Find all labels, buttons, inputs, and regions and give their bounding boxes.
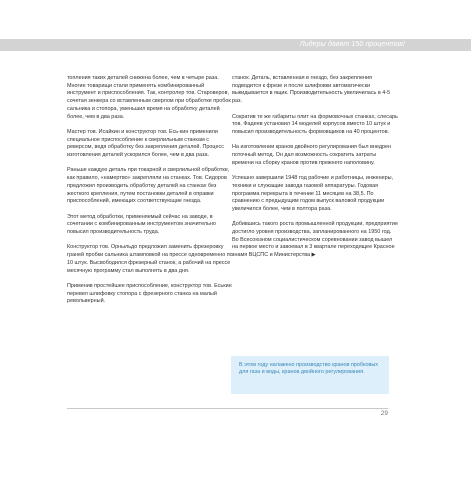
right-column [232, 75, 398, 268]
paragraph: На изготовлении кранов двойного регулирования был внедрен поточный метод. Он дал возможность сократить затраты времени на сборку кранов против прежнего наполовину. [232, 144, 392, 166]
left-column [67, 75, 233, 314]
paragraph: топления таких деталей снижена более, чем в четыре раза. Многие товарищи стали применять комбинированный инструмент и приспособления. Так, контролер тов. Староверов, сочетая зенкера со вставленным сверлом при обработке пробок сальника и стопора, уменьшил время на обработку деталей более, чем в два раза. [67, 75, 231, 120]
paragraph: Раньше каждую деталь при токарной и сверлильной обработке, как правило, «намертво» закрепляли на станках. Тов. Сидоров предложил производить обработку деталей на станках без жесткого крепления, путем постановки деталей в оправки приспособлений, имеющих соответствующие гнезда. [67, 167, 230, 205]
paragraph: Сократив те же габариты плит на формовочных станках, слесарь тов. Фадеев установил 14 моделей корпусов вместо 10 штук и повысил производительность формовщиков на 40 процентов. [232, 113, 398, 135]
paragraph: Добившись такого роста промышленной продукции, предприятие достигло уровня производства, запланированного на 1950 год. Во Всесоюзном социалистическом соревновании завод вышел на первое место и завоевал в 3 квартале переходящее Красное знамя ВЦСПС и Министерства ▶ [232, 221, 398, 259]
page-number: 29 [380, 410, 388, 417]
paragraph: Применив простейшее приспособление, конструктор тов. Еськин перевел шлифовку стопора с фрезерного станка на малый револьверный. [67, 282, 232, 305]
paragraph: станок. Деталь, вставленная в гнездо, без закрепления подводится к фрезе и после шлифовки автоматически выкидывается в ящик. Производительность увеличилась в 4-5 раз. [232, 75, 391, 105]
callout-box [231, 356, 389, 394]
callout-text: В этом году налажено производство кранов пробковых для газа и воды, кранов двойного регулирования. [239, 362, 379, 376]
paragraph: Мастер тов. Исайкин и конструктор тов. Есь-кин применили специальное приспособление к сверлильным станкам с реверсом, ведя обработку без закрепления деталей. Процесс изготовления деталей ускорился более, чем в два раза. [67, 128, 224, 159]
paragraph: Этот метод обработки, применяемый сейчас на заводе, в сочетании с комбинированным инструментом значительно повысил производительность труда. [67, 213, 216, 236]
paragraph: Конструктор тов. Орныльдо предложил заменить фрезеровку граней пробки сальника штамповкой на прессе одновременно по 10 штук. Высвободился фрезерный станок, а рабочий на прессе месячную программу стал выполнять в два дня. [67, 244, 233, 274]
running-header-title: Лидеры давят 150 процентов! [299, 41, 405, 48]
footer-divider [67, 408, 388, 409]
paragraph: Успешно завершили 1948 год рабочие и работницы, инженеры, техники и служащие завода газовой аппаратуры. Годовая программа перекрыта в течение 11 месяцев на 38,5. По сравнению с предыдущим годом выпуск валовой продукции увеличился более, чем в полтора раза. [232, 175, 394, 212]
